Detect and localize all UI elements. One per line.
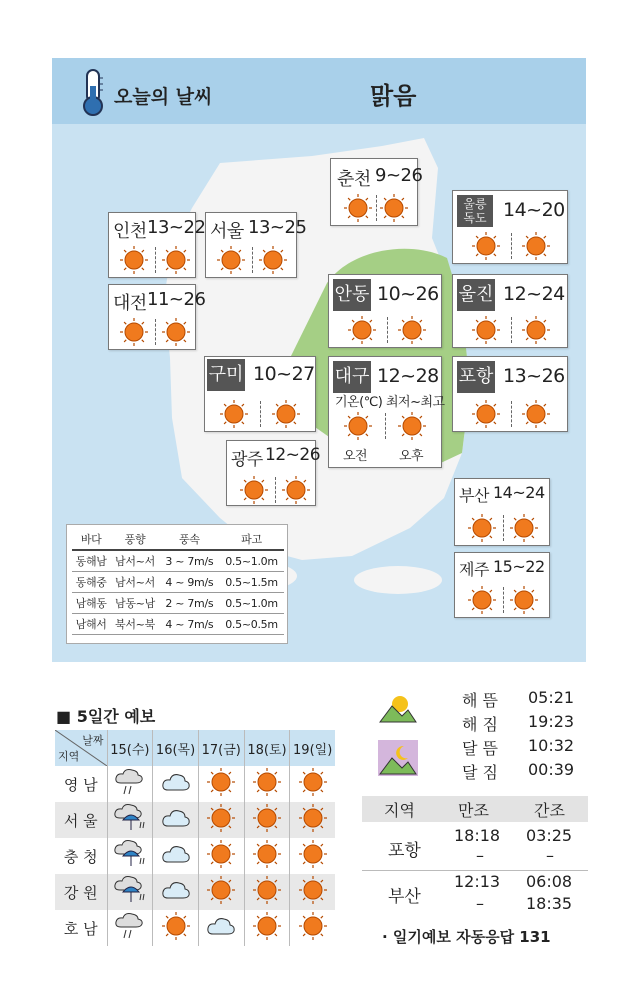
- am-label: 오전: [343, 449, 368, 464]
- sun-icon: [467, 585, 497, 615]
- sun-icon: [244, 766, 290, 802]
- divider: [385, 413, 386, 439]
- city-temp: 10~26: [377, 283, 439, 305]
- city-card-daegu: [328, 356, 445, 468]
- city-name: 안동: [333, 279, 371, 311]
- cloud-umbrella-icon: [107, 802, 153, 838]
- table-row: [55, 874, 335, 910]
- tide-header-low: 간조: [534, 801, 565, 820]
- footer-phone: · 일기예보 자동응답 131: [382, 928, 551, 946]
- table-row: [55, 838, 335, 874]
- forecast-corner: 날짜 지역: [55, 730, 107, 766]
- tide-divider: [362, 870, 588, 871]
- sun-icon: [153, 910, 199, 946]
- sunset-time: 19:23: [528, 712, 575, 731]
- condition-label: 맑음: [370, 82, 417, 110]
- divider: [503, 587, 504, 613]
- cloud-rain-icon: [107, 910, 153, 946]
- sun-icon: [397, 411, 427, 441]
- table-row: 남해서 북서~북 4 ~ 7m/s 0.5~0.5m: [72, 614, 284, 635]
- cloud-rain-icon: [107, 766, 153, 802]
- table-row: 남해동 남동~남 2 ~ 7m/s 0.5~1.0m: [72, 593, 284, 614]
- sunrise-time: 05:21: [528, 688, 575, 707]
- sun-icon: [467, 513, 497, 543]
- sun-icon: [244, 802, 290, 838]
- sun-icon: [219, 399, 249, 429]
- city-name: 인천: [113, 221, 147, 242]
- moonset-time: 00:39: [528, 760, 575, 779]
- sun-icon: [271, 399, 301, 429]
- sun-icon: [281, 475, 311, 505]
- city-name: 대전: [113, 293, 147, 314]
- sun-icon: [471, 315, 501, 345]
- moonset-label: 달 짐: [462, 763, 498, 782]
- sun-icon: [198, 838, 244, 874]
- forecast-day: 17(금): [198, 730, 244, 766]
- city-card-pohang: [452, 356, 568, 432]
- sun-icon: [161, 317, 191, 347]
- sun-icon: [198, 802, 244, 838]
- tide-high: 18:18: [454, 826, 501, 845]
- forecast-title: ■ 5일간 예보: [56, 707, 156, 726]
- sun-icon: [521, 399, 551, 429]
- city-name: 제주: [459, 560, 489, 579]
- moonrise-label: 달 뜸: [462, 739, 498, 758]
- city-temp: 13~26: [503, 365, 565, 387]
- sun-icon: [509, 585, 539, 615]
- sun-icon: [198, 766, 244, 802]
- divider: [275, 477, 276, 503]
- city-name: 춘천: [337, 169, 371, 190]
- sunrise-label: 해 뜸: [462, 691, 498, 710]
- divider: [511, 401, 512, 427]
- divider: [376, 195, 377, 221]
- city-card-jeju: [454, 552, 550, 618]
- forecast-day: 18(토): [244, 730, 290, 766]
- tide-low: 18:35: [526, 894, 573, 913]
- sunset-label: 해 짐: [462, 715, 498, 734]
- city-card-busan: [454, 478, 550, 546]
- tide-low: 06:08: [526, 872, 573, 891]
- sun-icon: [379, 193, 409, 223]
- city-card-daejeon: [108, 284, 206, 350]
- divider: [155, 247, 156, 273]
- cloud-icon: [153, 766, 199, 802]
- city-card-chuncheon: [330, 158, 423, 226]
- sunrise-icon: [378, 690, 418, 726]
- city-card-gwangju: [226, 440, 321, 506]
- sun-icon: [244, 910, 290, 946]
- city-card-gumi: [204, 356, 316, 432]
- city-temp: 14~20: [503, 199, 565, 221]
- city-temp: 10~27: [253, 363, 315, 385]
- tide-region: 포항: [388, 841, 421, 861]
- moonrise-icon: [378, 740, 418, 776]
- sun-icon: [290, 838, 335, 874]
- sun-icon: [290, 802, 335, 838]
- divider: [252, 247, 253, 273]
- city-name: 광주: [231, 450, 263, 470]
- city-name: 대구: [333, 361, 371, 393]
- city-name: 울릉 독도: [457, 195, 493, 227]
- city-temp: 9~26: [375, 165, 423, 186]
- temp-legend: 기온(℃) 최저~최고: [335, 395, 445, 410]
- table-row: [55, 802, 335, 838]
- tide-low: –: [546, 846, 554, 865]
- city-card-ulleung: [452, 190, 568, 264]
- city-name: 구미: [207, 359, 245, 391]
- city-card-andong: [328, 274, 442, 348]
- sun-icon: [471, 399, 501, 429]
- forecast-day: 19(일): [290, 730, 335, 766]
- sun-icon: [239, 475, 269, 505]
- cloud-icon: [198, 910, 244, 946]
- divider: [511, 317, 512, 343]
- cloud-icon: [153, 838, 199, 874]
- region-name: 강 원: [55, 874, 107, 910]
- sun-icon: [119, 317, 149, 347]
- table-row: [55, 766, 335, 802]
- city-card-uljin: [452, 274, 568, 348]
- sea-table-header: 바다 풍향 풍속 파고: [72, 529, 284, 550]
- sun-icon: [119, 245, 149, 275]
- city-temp: 12~24: [503, 283, 565, 305]
- region-name: 서 울: [55, 802, 107, 838]
- tide-high: –: [476, 894, 484, 913]
- sea-conditions-table: [66, 524, 288, 644]
- sun-icon: [161, 245, 191, 275]
- sun-icon: [290, 910, 335, 946]
- sun-icon: [347, 315, 377, 345]
- table-row: [55, 910, 335, 946]
- sun-icon: [258, 245, 288, 275]
- sun-icon: [290, 874, 335, 910]
- sun-icon: [397, 315, 427, 345]
- divider: [260, 401, 261, 427]
- tide-header-region: 지역: [384, 801, 415, 820]
- city-temp: 13~22: [147, 217, 206, 238]
- table-row: 동해중 남서~서 4 ~ 9m/s 0.5~1.5m: [72, 572, 284, 593]
- cloud-icon: [153, 874, 199, 910]
- sun-icon: [198, 874, 244, 910]
- pm-label: 오후: [399, 449, 424, 464]
- sun-icon: [343, 411, 373, 441]
- divider: [387, 317, 388, 343]
- divider: [155, 319, 156, 345]
- divider: [511, 233, 512, 259]
- tide-low: 03:25: [526, 826, 573, 845]
- city-name: 울진: [457, 279, 495, 311]
- city-temp: 12~26: [265, 445, 321, 465]
- region-name: 호 남: [63, 919, 98, 938]
- sun-icon: [216, 245, 246, 275]
- tide-region: 부산: [388, 887, 421, 907]
- city-name: 포항: [457, 361, 495, 393]
- table-row: 동해남 남서~서 3 ~ 7m/s 0.5~1.0m: [72, 550, 284, 572]
- sun-icon: [244, 874, 290, 910]
- cloud-umbrella-icon: [107, 874, 153, 910]
- header-title: 오늘의 날씨: [114, 86, 213, 108]
- city-temp: 12~28: [377, 365, 439, 387]
- sun-icon: [521, 231, 551, 261]
- region-name: 충 청: [63, 847, 98, 866]
- city-card-seoul: [205, 212, 307, 278]
- city-name: 서울: [210, 221, 244, 242]
- region-name: 영 남: [63, 775, 98, 794]
- city-name: 부산: [459, 486, 489, 505]
- moonrise-time: 10:32: [528, 736, 575, 755]
- forecast-table: [55, 730, 335, 946]
- sun-icon: [509, 513, 539, 543]
- square-bullet-icon: ■: [56, 707, 72, 726]
- forecast-day: 15(수): [107, 730, 153, 766]
- sun-icon: [290, 766, 335, 802]
- forecast-day: 16(목): [153, 730, 199, 766]
- tide-high: –: [476, 846, 484, 865]
- city-temp: 13~25: [248, 217, 307, 238]
- city-temp: 15~22: [493, 557, 545, 576]
- sun-icon: [244, 838, 290, 874]
- sun-icon: [521, 315, 551, 345]
- forecast-header-row: [55, 730, 335, 766]
- sun-icon: [343, 193, 373, 223]
- city-temp: 11~26: [147, 289, 206, 310]
- cloud-icon: [153, 802, 199, 838]
- city-card-incheon: [108, 212, 206, 278]
- city-temp: 14~24: [493, 483, 545, 502]
- sun-icon: [471, 231, 501, 261]
- tide-header-high: 만조: [458, 801, 489, 820]
- divider: [503, 515, 504, 541]
- cloud-umbrella-icon: [107, 838, 153, 874]
- tide-high: 12:13: [454, 872, 501, 891]
